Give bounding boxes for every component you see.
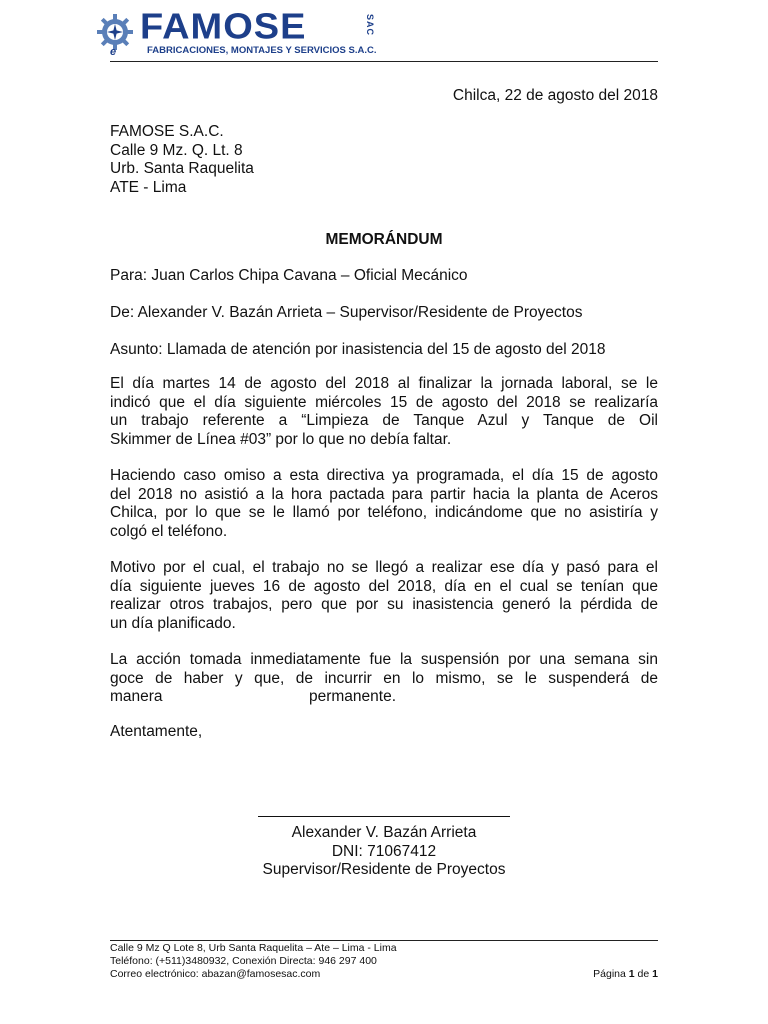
paragraph-line: manera permanente. [110, 688, 397, 705]
paragraph-line: día siguiente jueves 16 de agosto del 2018, día en el cual se tenían que [110, 577, 658, 595]
signature-block [110, 814, 658, 880]
address-line: ATE - Lima [110, 178, 187, 196]
body-paragraph [110, 651, 658, 707]
to-line: Para: Juan Carlos Chipa Cavana – Oficial Mecánico [110, 267, 468, 284]
paragraph-line: Skimmer de Línea #03” por lo que no debía faltar. [110, 430, 452, 448]
page-label: Página [593, 968, 626, 980]
recipient-address [110, 123, 254, 197]
body-paragraph [110, 559, 658, 633]
closing-salutation: Atentamente, [110, 723, 203, 740]
company-logo-wordmark: FAMOSE [140, 7, 307, 47]
date-line: Chilca, 22 de agosto del 2018 [452, 87, 658, 104]
footer-contact [110, 942, 397, 981]
paragraph-line: goce de haber y que, de incurrir en lo mismo, se le suspenderá de [110, 669, 658, 687]
subject-line: Asunto: Llamada de atención por inasistencia del 15 de agosto del 2018 [110, 341, 606, 358]
paragraph-line: Chilca, por lo que se le llamó por teléfono, indicándome que no asistiría y [110, 504, 658, 521]
footer-email: Correo electrónico: abazan@famosesac.com [110, 968, 321, 980]
footer-divider [110, 940, 658, 941]
paragraph-line: La acción tomada inmediatamente fue la suspensión por una semana sin [110, 651, 658, 668]
paragraph-line: del 2018 no asistió a la hora pactada para partir hacia la planta de Aceros [110, 485, 658, 503]
logo-e-mark: e [110, 46, 117, 58]
body-paragraph [110, 467, 658, 541]
paragraph-line: un trabajo referente a “Limpieza de Tanque Azul y Tanque de Oil [110, 412, 658, 429]
paragraph-line: indicó que el día siguiente miércoles 15 de agosto del 2018 se realizaría [110, 393, 658, 411]
page-sep: de [637, 968, 650, 980]
body-paragraph [110, 375, 658, 449]
signer-name: Alexander V. Bazán Arrieta [291, 824, 477, 841]
paragraph-line: colgó el teléfono. [110, 522, 228, 540]
paragraph-line: Haciendo caso omiso a esta directiva ya programada, el día 15 de agosto [110, 467, 658, 484]
address-line: Calle 9 Mz. Q. Lt. 8 [110, 141, 243, 159]
address-line: Urb. Santa Raquelita [110, 160, 254, 177]
company-tagline: FABRICACIONES, MONTAJES Y SERVICIOS S.A.C. [147, 45, 377, 56]
memo-title: MEMORÁNDUM [325, 231, 443, 248]
from-line: De: Alexander V. Bazán Arrieta – Supervisor/Residente de Proyectos [110, 304, 583, 321]
paragraph-line: Motivo por el cual, el trabajo no se llegó a realizar ese día y pasó para el [110, 559, 658, 576]
paragraph-line: un día planificado. [110, 614, 236, 632]
page-number [593, 968, 658, 981]
footer-address: Calle 9 Mz Q Lote 8, Urb Santa Raquelita – Ate – Lima - Lima [110, 942, 397, 954]
signer-dni: DNI: 71067412 [331, 842, 437, 860]
paragraph-line: realizar otros trabajos, pero que por su inasistencia generó la pérdida de [110, 596, 658, 613]
page-total: 1 [652, 968, 658, 980]
signature-spacer [110, 814, 658, 824]
address-line: FAMOSE S.A.C. [110, 123, 224, 140]
page-current: 1 [628, 968, 635, 980]
header-divider [110, 61, 658, 62]
paragraph-line: El día martes 14 de agosto del 2018 al finalizar la jornada laboral, se le [110, 375, 658, 392]
footer-phone: Teléfono: (+511)3480932, Conexión Directa: 946 297 400 [110, 955, 377, 967]
signer-role: Supervisor/Residente de Proyectos [262, 861, 506, 878]
logo-sac-mark: SAC [365, 14, 375, 37]
